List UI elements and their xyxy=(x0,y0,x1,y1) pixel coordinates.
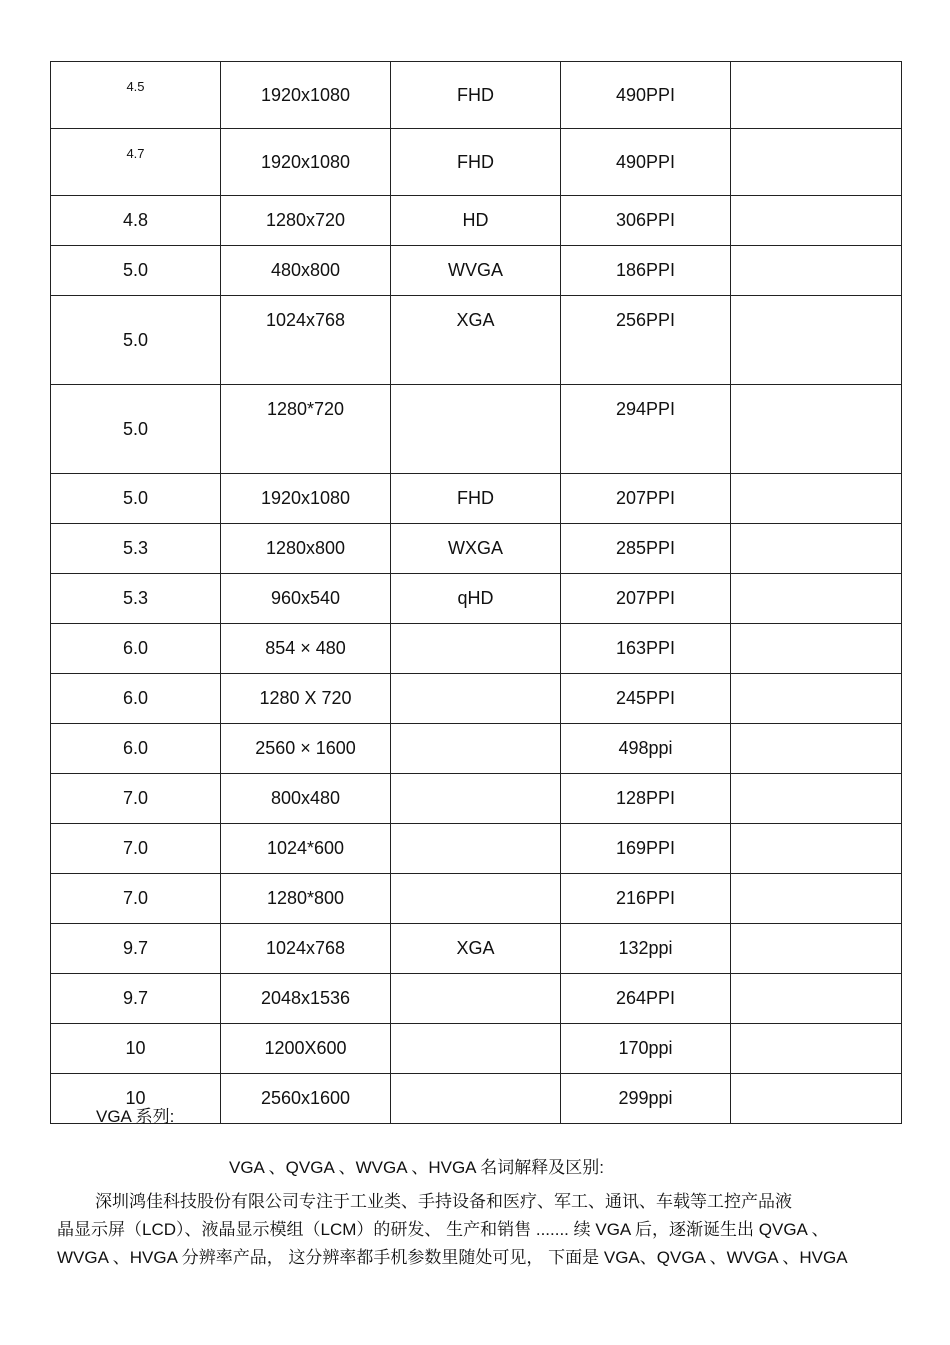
resolution-cell: 480x800 xyxy=(221,246,391,296)
ppi-cell: 186PPI xyxy=(561,246,731,296)
table-row xyxy=(51,874,902,924)
type-cell: XGA xyxy=(391,296,561,385)
ppi-cell: 256PPI xyxy=(561,296,731,385)
resolution-cell: 1280 X 720 xyxy=(221,674,391,724)
size-cell: 6.0 xyxy=(51,724,221,774)
resolution-cell: 800x480 xyxy=(221,774,391,824)
size-cell: 5.0 xyxy=(51,296,221,385)
extra-cell xyxy=(731,724,902,774)
ppi-cell: 207PPI xyxy=(561,474,731,524)
extra-cell xyxy=(731,924,902,974)
table-row xyxy=(51,574,902,624)
extra-cell xyxy=(731,774,902,824)
type-cell xyxy=(391,385,561,474)
ppi-cell: 170ppi xyxy=(561,1024,731,1074)
type-cell xyxy=(391,874,561,924)
table-row xyxy=(51,824,902,874)
paragraph-line: 晶显示屏（LCD）、液晶显示模组（LCM）的研发、 生产和销售 ....... 续 VGA 后，逐渐诞生出 QVGA 、 xyxy=(57,1220,829,1239)
table-row xyxy=(51,474,902,524)
table-row xyxy=(51,196,902,246)
ppi-cell: 299ppi xyxy=(561,1074,731,1124)
resolution-cell: 1024x768 xyxy=(221,924,391,974)
ppi-cell: 490PPI xyxy=(561,62,731,129)
size-cell: 5.0 xyxy=(51,474,221,524)
size-cell: 10 xyxy=(51,1074,221,1124)
resolution-cell: 854 × 480 xyxy=(221,624,391,674)
body-paragraph xyxy=(57,1188,897,1272)
type-cell: HD xyxy=(391,196,561,246)
extra-cell xyxy=(731,246,902,296)
type-cell xyxy=(391,674,561,724)
ppi-cell: 132ppi xyxy=(561,924,731,974)
extra-cell xyxy=(731,524,902,574)
extra-cell xyxy=(731,129,902,196)
resolution-cell: 1024x768 xyxy=(221,296,391,385)
extra-cell xyxy=(731,1074,902,1124)
extra-cell xyxy=(731,1024,902,1074)
ppi-cell: 207PPI xyxy=(561,574,731,624)
size-cell: 5.0 xyxy=(51,246,221,296)
table-row xyxy=(51,246,902,296)
size-cell: 4.7 xyxy=(51,129,221,196)
ppi-cell: 306PPI xyxy=(561,196,731,246)
extra-cell xyxy=(731,974,902,1024)
resolution-cell: 1280*720 xyxy=(221,385,391,474)
ppi-cell: 294PPI xyxy=(561,385,731,474)
size-cell: 9.7 xyxy=(51,974,221,1024)
size-cell: 6.0 xyxy=(51,624,221,674)
extra-cell xyxy=(731,674,902,724)
resolution-cell: 1920x1080 xyxy=(221,62,391,129)
ppi-cell: 169PPI xyxy=(561,824,731,874)
ppi-cell: 163PPI xyxy=(561,624,731,674)
size-cell: 6.0 xyxy=(51,674,221,724)
size-cell: 4.5 xyxy=(51,62,221,129)
resolution-cell: 960x540 xyxy=(221,574,391,624)
resolution-cell: 1200X600 xyxy=(221,1024,391,1074)
ppi-cell: 285PPI xyxy=(561,524,731,574)
table-row xyxy=(51,674,902,724)
ppi-cell: 490PPI xyxy=(561,129,731,196)
type-cell: WXGA xyxy=(391,524,561,574)
resolution-cell: 2560 × 1600 xyxy=(221,724,391,774)
type-cell: FHD xyxy=(391,129,561,196)
size-cell: 7.0 xyxy=(51,874,221,924)
ppi-cell: 245PPI xyxy=(561,674,731,724)
type-cell: WVGA xyxy=(391,246,561,296)
resolution-cell: 1920x1080 xyxy=(221,474,391,524)
table-row xyxy=(51,129,902,196)
extra-cell xyxy=(731,824,902,874)
type-cell: FHD xyxy=(391,62,561,129)
extra-cell xyxy=(731,385,902,474)
series-heading: VGA 系列: xyxy=(96,1107,175,1126)
extra-cell xyxy=(731,62,902,129)
resolution-cell: 2560x1600 xyxy=(221,1074,391,1124)
size-cell: 5.3 xyxy=(51,524,221,574)
table-row xyxy=(51,524,902,574)
extra-cell xyxy=(731,196,902,246)
size-cell: 9.7 xyxy=(51,924,221,974)
table-row xyxy=(51,296,902,385)
type-cell xyxy=(391,724,561,774)
resolution-table xyxy=(50,61,902,1124)
resolution-cell: 1920x1080 xyxy=(221,129,391,196)
table-row xyxy=(51,624,902,674)
section-subtitle: VGA 、QVGA 、WVGA 、HVGA 名词解释及区别: xyxy=(229,1158,605,1177)
ppi-cell: 216PPI xyxy=(561,874,731,924)
extra-cell xyxy=(731,624,902,674)
ppi-cell: 128PPI xyxy=(561,774,731,824)
type-cell xyxy=(391,974,561,1024)
size-cell: 4.8 xyxy=(51,196,221,246)
table-row xyxy=(51,924,902,974)
resolution-cell: 1280x800 xyxy=(221,524,391,574)
table-row xyxy=(51,1024,902,1074)
resolution-cell: 1024*600 xyxy=(221,824,391,874)
type-cell xyxy=(391,824,561,874)
resolution-cell: 2048x1536 xyxy=(221,974,391,1024)
extra-cell xyxy=(731,296,902,385)
paragraph-line: 深圳鸿佳科技股份有限公司专注于工业类、手持设备和医疗、军工、通讯、车载等工控产品液 xyxy=(95,1192,792,1211)
paragraph-line: WVGA 、HVGA 分辨率产品， 这分辨率都手机参数里随处可见， 下面是 VGA、QVGA 、WVGA 、HVGA xyxy=(57,1248,848,1267)
table-row xyxy=(51,62,902,129)
extra-cell xyxy=(731,574,902,624)
size-cell: 7.0 xyxy=(51,824,221,874)
size-cell: 5.3 xyxy=(51,574,221,624)
table-row xyxy=(51,724,902,774)
type-cell xyxy=(391,624,561,674)
type-cell: FHD xyxy=(391,474,561,524)
ppi-cell: 264PPI xyxy=(561,974,731,1024)
size-cell: 10 xyxy=(51,1024,221,1074)
table-row xyxy=(51,974,902,1024)
type-cell xyxy=(391,1024,561,1074)
type-cell: qHD xyxy=(391,574,561,624)
extra-cell xyxy=(731,874,902,924)
table-row xyxy=(51,774,902,824)
type-cell: XGA xyxy=(391,924,561,974)
extra-cell xyxy=(731,474,902,524)
size-cell: 7.0 xyxy=(51,774,221,824)
table-row xyxy=(51,1074,902,1124)
size-cell: 5.0 xyxy=(51,385,221,474)
resolution-cell: 1280x720 xyxy=(221,196,391,246)
type-cell xyxy=(391,1074,561,1124)
ppi-cell: 498ppi xyxy=(561,724,731,774)
resolution-cell: 1280*800 xyxy=(221,874,391,924)
type-cell xyxy=(391,774,561,824)
table-row xyxy=(51,385,902,474)
